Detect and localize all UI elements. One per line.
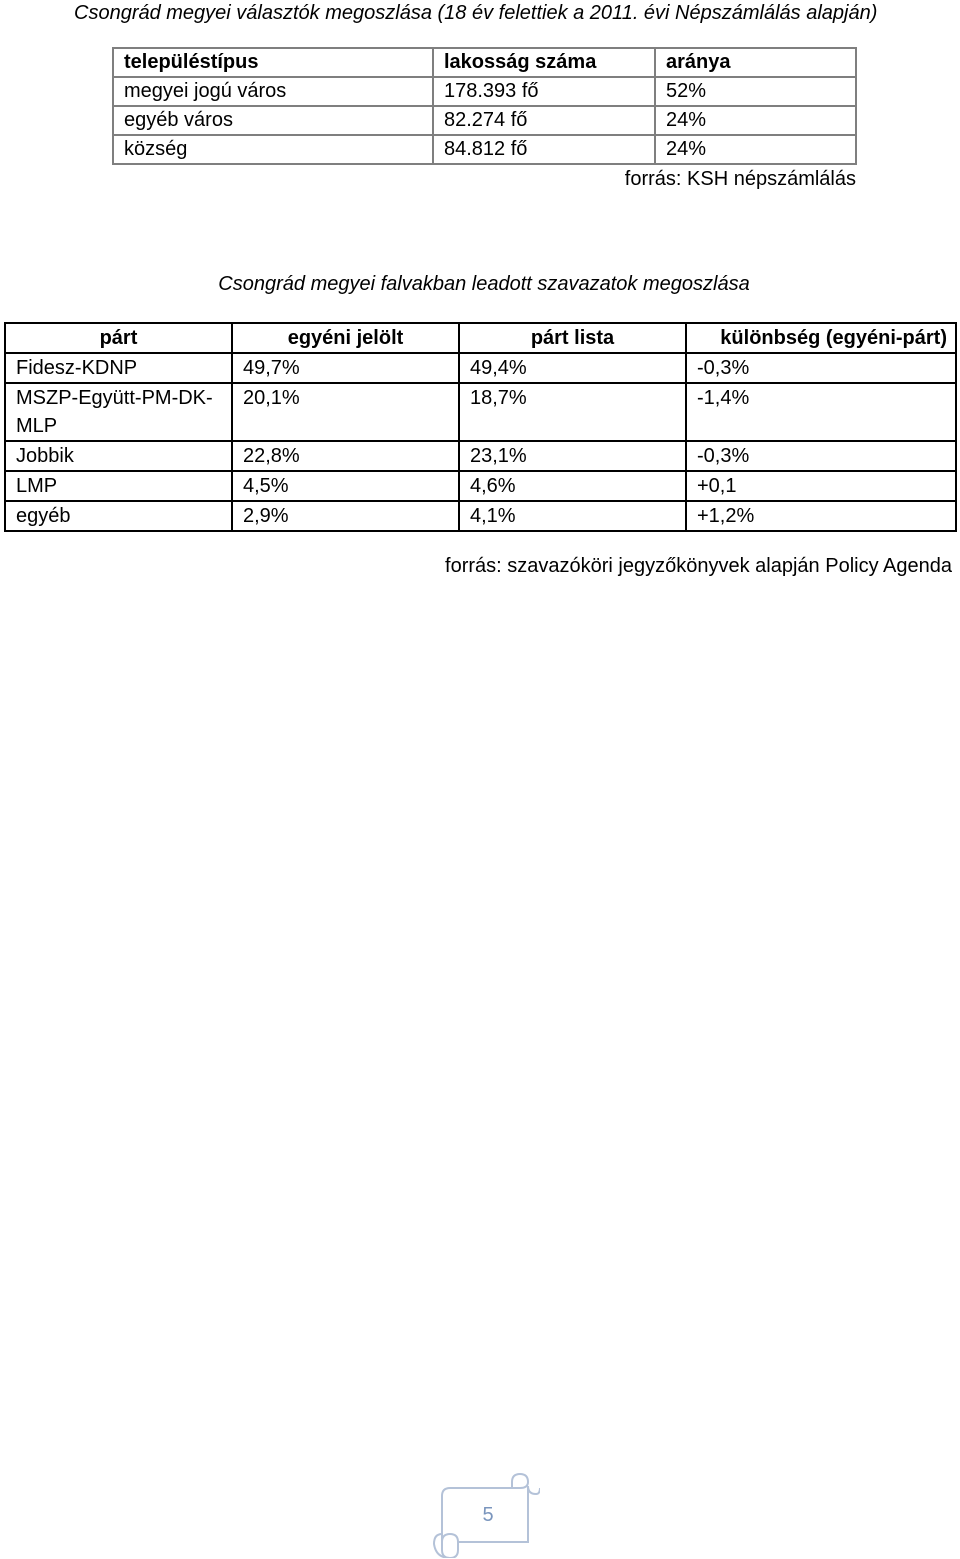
table-cell: 20,1% bbox=[232, 383, 459, 441]
table-cell: megyei jogú város bbox=[113, 77, 433, 106]
table-cell: 178.393 fő bbox=[433, 77, 655, 106]
table-cell: 24% bbox=[655, 106, 856, 135]
table-row bbox=[5, 353, 956, 383]
table-cell: -0,3% bbox=[686, 441, 956, 471]
page-number-scroll bbox=[428, 1472, 540, 1558]
column-header: párt bbox=[5, 323, 232, 353]
voters-distribution-table bbox=[112, 47, 857, 165]
table2-caption: Csongrád megyei falvakban leadott szavazatok megoszlása bbox=[218, 273, 750, 295]
table-cell: 4,1% bbox=[459, 501, 686, 531]
table-cell: egyéb város bbox=[113, 106, 433, 135]
column-header: lakosság száma bbox=[433, 48, 655, 77]
column-header: településtípus bbox=[113, 48, 433, 77]
table-row bbox=[5, 471, 956, 501]
village-votes-table bbox=[4, 322, 957, 532]
column-header: aránya bbox=[655, 48, 856, 77]
table-row bbox=[113, 77, 856, 106]
table-cell: község bbox=[113, 135, 433, 164]
table-cell: Jobbik bbox=[5, 441, 232, 471]
table1-source: forrás: KSH népszámlálás bbox=[624, 168, 856, 190]
table-row bbox=[113, 135, 856, 164]
table-cell: 18,7% bbox=[459, 383, 686, 441]
table-cell: 49,4% bbox=[459, 353, 686, 383]
table-header-row bbox=[5, 323, 956, 353]
page-number: 5 bbox=[482, 1504, 494, 1526]
table-cell: MSZP-Együtt-PM-DK-MLP bbox=[5, 383, 232, 441]
table-cell: 4,6% bbox=[459, 471, 686, 501]
table-cell: egyéb bbox=[5, 501, 232, 531]
table-cell: LMP bbox=[5, 471, 232, 501]
table-row bbox=[5, 441, 956, 471]
table-cell: 2,9% bbox=[232, 501, 459, 531]
table-row bbox=[113, 106, 856, 135]
column-header: különbség (egyéni-párt) bbox=[686, 323, 956, 353]
table-cell: 23,1% bbox=[459, 441, 686, 471]
table-cell: 84.812 fő bbox=[433, 135, 655, 164]
table-cell: -0,3% bbox=[686, 353, 956, 383]
table-cell: 52% bbox=[655, 77, 856, 106]
column-header: egyéni jelölt bbox=[232, 323, 459, 353]
table-cell: 82.274 fő bbox=[433, 106, 655, 135]
table-cell: Fidesz-KDNP bbox=[5, 353, 232, 383]
table-cell: +1,2% bbox=[686, 501, 956, 531]
table2-source: forrás: szavazóköri jegyzőkönyvek alapján Policy Agenda bbox=[445, 555, 952, 577]
table1-caption: Csongrád megyei választók megoszlása (18 év felettiek a 2011. évi Népszámlálás alapján) bbox=[74, 2, 878, 24]
table-cell: -1,4% bbox=[686, 383, 956, 441]
table-header-row bbox=[113, 48, 856, 77]
table-cell: +0,1 bbox=[686, 471, 956, 501]
table-cell: 24% bbox=[655, 135, 856, 164]
table-row bbox=[5, 383, 956, 441]
table-cell: 49,7% bbox=[232, 353, 459, 383]
table-cell: 22,8% bbox=[232, 441, 459, 471]
column-header: párt lista bbox=[459, 323, 686, 353]
table-cell: 4,5% bbox=[232, 471, 459, 501]
table-row bbox=[5, 501, 956, 531]
